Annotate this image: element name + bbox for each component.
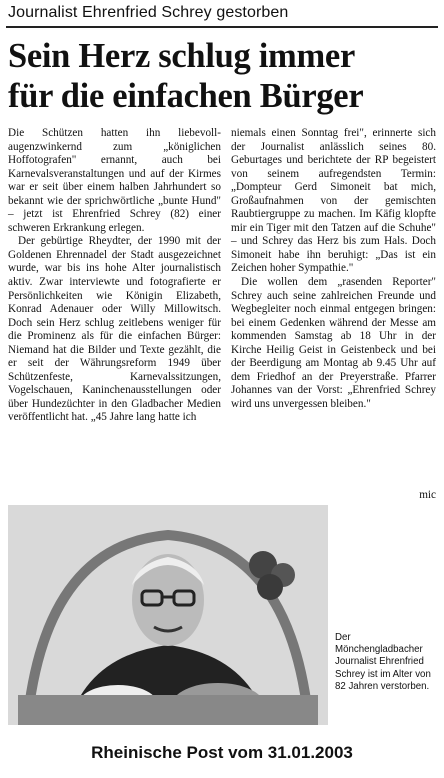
paragraph: Die Schützen hatten ihn liebevoll-augenzwinkernd zum „königlichen Hoffotografen" ernannt, auch bei Karnevalsveranstaltungen und auf der Kirmes war er seit über einem halben Jahrhundert so bekannt wie der sprichwörtliche „bunte Hund" – jetzt ist Ehrenfried Schrey (82) einer schweren Erkrankung erlegen.	[8, 127, 221, 234]
kicker-rule	[6, 26, 438, 28]
paragraph: niemals einen Sonntag frei", erinnerte sich der Journalist anlässlich seines 80. Geburtages und berichtete der RP begeistert von seinem aufregendsten Termin: „Dompteur Gerd Simoneit bat mich, Großaufnahmen von der gemischten Raubtiergruppe zu machen. Im Käfig klopfte mir ein Tiger mit den Tatzen auf die Schuhe" – und Schrey das Herz bis zum Hals. Doch Simoneit habe ihn beruhigt: „Das ist ein Zeichen hoher Sympathie."	[231, 127, 436, 275]
article-headline	[8, 36, 438, 116]
headline-line-1: Sein Herz schlug immer	[8, 37, 355, 75]
paragraph: Der gebürtige Rheydter, der 1990 mit der Goldenen Ehrennadel der Stadt ausgezeichnet wurde, war bis ins hohe Alter journalistisch aktiv. Zwar interviewte und fotografierte er Persönlichkeiten wie Königin Elizabeth, Konrad Adenauer oder Willy Millowitsch. Doch sein Herz schlug zeitlebens weniger für die Prominenz als für die einfachen Bürger: Niemand hat die Bilder und Texte gezählt, die er seit der Währungsreform 1949 über Schützenfeste, Karnevalssitzungen, Vogelschauen, Kaninchenausstellungen oder über Hundezüchter in den Gladbacher Medien veröffentlicht hat. „45 Jahre lang hatte ich	[8, 235, 221, 424]
photo-caption: Der Mönchengladbacher Journalist Ehrenfried Schrey ist im Alter von 82 Jahren verstorben.	[335, 632, 431, 692]
author-signature: mic	[419, 489, 436, 501]
paragraph: Die wollen dem „rasenden Reporter" Schrey auch seine zahlreichen Freunde und Wegbegleiter noch einmal entgegen bringen: bei einem Gedenken während der Messe am kommenden Samstag ab 18 Uhr in der Kirche Heilig Geist in Geistenbeck und bei der Beerdigung am Montag ab 9.45 Uhr auf dem Friedhof an der Preyerstraße. Pfarrer Johannes van der Vorst: „Ehrenfried Schrey wird uns unvergessen bleiben."	[231, 276, 436, 410]
article-kicker: Journalist Ehrenfried Schrey gestorben	[8, 4, 289, 21]
portrait-photo	[8, 505, 328, 725]
headline-line-2: für die einfachen Bürger	[8, 77, 364, 115]
text-column-left	[8, 127, 221, 425]
text-column-right	[231, 127, 436, 411]
source-line: Rheinische Post vom 31.01.2003	[91, 743, 353, 762]
